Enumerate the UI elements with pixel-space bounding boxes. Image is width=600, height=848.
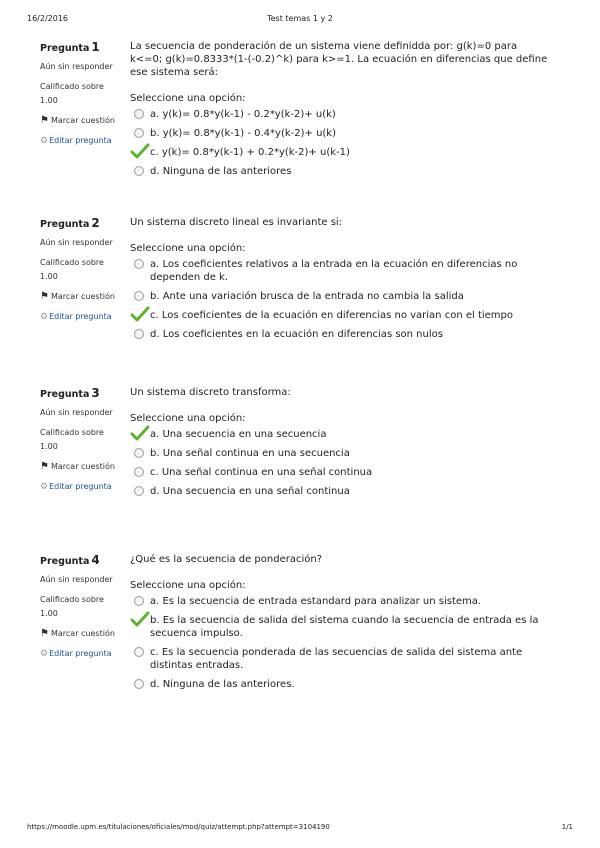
question-text: La secuencia de ponderación de un sistema viene definidda por: g(k)=0 para k<=0; g(k)=0.8333*(1-(-0.2)^k) para k>=1. La ecuación en diferencias que define ese sistema será: xyxy=(130,41,548,78)
radio-icon[interactable] xyxy=(134,166,144,176)
answer-options xyxy=(130,258,550,341)
question-info xyxy=(40,386,122,494)
question-content xyxy=(130,553,550,697)
radio-icon[interactable] xyxy=(134,467,144,477)
radio-icon[interactable] xyxy=(134,448,144,458)
answer-prompt: Seleccione una opción: xyxy=(130,413,246,424)
option-label: b. y(k)= 0.8*y(k-1) - 0.4*y(k-2)+ u(k) xyxy=(150,128,337,139)
question-number xyxy=(40,386,122,402)
question-state: Aún sin responder xyxy=(40,62,113,71)
answer-options xyxy=(130,108,550,178)
option-label: a. Los coeficientes relativos a la entrada en la ecuación en diferencias no dependen de k. xyxy=(150,259,518,283)
print-footer xyxy=(27,823,573,837)
option-label: c. Es la secuencia ponderada de las secuencias de salida del sistema ante distintas entradas. xyxy=(150,647,523,671)
answer-option[interactable] xyxy=(130,328,550,341)
option-label: b. Es la secuencia de salida del sistema cuando la secuencia de entrada es la secuenca impulso. xyxy=(150,615,539,639)
answer-option[interactable] xyxy=(130,146,550,159)
checkmark-icon xyxy=(130,611,150,627)
question-label: Pregunta xyxy=(40,389,90,400)
question-label: Pregunta xyxy=(40,219,90,230)
radio-icon[interactable] xyxy=(134,109,144,119)
radio-icon[interactable] xyxy=(134,647,144,657)
question-label: Pregunta xyxy=(40,556,90,567)
print-header xyxy=(27,14,573,28)
answer-option[interactable] xyxy=(130,614,550,640)
radio-icon[interactable] xyxy=(134,486,144,496)
option-label: c. Una señal continua en una señal continua xyxy=(150,467,373,478)
print-date: 16/2/2016 xyxy=(27,14,69,23)
answer-option[interactable] xyxy=(130,165,550,178)
option-label: d. Una secuencia en una señal continua xyxy=(150,486,350,497)
answer-option[interactable] xyxy=(130,108,550,121)
question-info xyxy=(40,553,122,661)
checkmark-icon xyxy=(130,425,150,441)
flag-question-button[interactable] xyxy=(40,290,122,304)
answer-prompt: Seleccione una opción: xyxy=(130,93,246,104)
gear-icon: ⚙ xyxy=(40,136,49,146)
answer-option[interactable] xyxy=(130,290,550,303)
radio-icon[interactable] xyxy=(134,596,144,606)
question-content xyxy=(130,40,550,184)
question-text: Un sistema discreto lineal es invariante si: xyxy=(130,217,343,228)
flag-icon: ⚑ xyxy=(40,461,49,472)
question-content xyxy=(130,216,550,347)
radio-icon[interactable] xyxy=(134,128,144,138)
answer-option[interactable] xyxy=(130,258,550,284)
edit-label: Editar pregunta xyxy=(49,649,112,658)
answer-option[interactable] xyxy=(130,309,550,322)
flag-icon: ⚑ xyxy=(40,291,49,302)
flag-label: Marcar cuestión xyxy=(50,462,115,471)
question-info xyxy=(40,216,122,324)
gear-icon: ⚙ xyxy=(40,482,49,492)
flag-question-button[interactable] xyxy=(40,460,122,474)
question-content xyxy=(130,386,550,504)
question-grade: Calificado sobre 1.00 xyxy=(40,595,104,618)
question-number xyxy=(40,40,122,56)
answer-options xyxy=(130,595,550,691)
edit-question-link[interactable] xyxy=(40,134,122,148)
option-label: a. y(k)= 0.8*y(k-1) - 0.2*y(k-2)+ u(k) xyxy=(150,109,336,120)
option-label: d. Ninguna de las anteriores xyxy=(150,166,292,177)
question-index: 1 xyxy=(91,40,100,54)
question-state: Aún sin responder xyxy=(40,575,113,584)
answer-prompt: Seleccione una opción: xyxy=(130,580,246,591)
edit-label: Editar pregunta xyxy=(49,482,112,491)
edit-question-link[interactable] xyxy=(40,647,122,661)
question-state: Aún sin responder xyxy=(40,238,113,247)
option-label: d. Ninguna de las anteriores. xyxy=(150,679,295,690)
option-label: d. Los coeficientes en la ecuación en diferencias son nulos xyxy=(150,329,443,340)
gear-icon: ⚙ xyxy=(40,649,49,659)
flag-icon: ⚑ xyxy=(40,115,49,126)
answer-prompt: Seleccione una opción: xyxy=(130,243,246,254)
question-grade: Calificado sobre 1.00 xyxy=(40,82,104,105)
option-label: c. y(k)= 0.8*y(k-1) + 0.2*y(k-2)+ u(k-1) xyxy=(150,147,350,158)
option-label: c. Los coeficientes de la ecuación en diferencias no varian con el tiempo xyxy=(150,310,514,321)
print-title: Test temas 1 y 2 xyxy=(267,14,333,23)
flag-label: Marcar cuestión xyxy=(50,116,115,125)
answer-option[interactable] xyxy=(130,428,550,441)
option-label: b. Ante una variación brusca de la entrada no cambia la salida xyxy=(150,291,464,302)
option-label: a. Una secuencia en una secuencia xyxy=(150,429,327,440)
question-number xyxy=(40,216,122,232)
answer-option[interactable] xyxy=(130,678,550,691)
question-text: Un sistema discreto transforma: xyxy=(130,387,291,398)
question-info xyxy=(40,40,122,148)
radio-icon[interactable] xyxy=(134,259,144,269)
edit-label: Editar pregunta xyxy=(49,136,112,145)
edit-question-link[interactable] xyxy=(40,310,122,324)
checkmark-icon xyxy=(130,306,150,322)
question-text: ¿Qué es la secuencia de ponderación? xyxy=(130,554,323,565)
question-grade: Calificado sobre 1.00 xyxy=(40,428,104,451)
question-index: 2 xyxy=(91,216,100,230)
radio-icon[interactable] xyxy=(134,291,144,301)
question-state: Aún sin responder xyxy=(40,408,113,417)
question-index: 4 xyxy=(91,553,100,567)
print-url: https://moodle.upm.es/titulaciones/oficiales/mod/quiz/attempt.php?attempt=3104190 xyxy=(27,823,330,831)
answer-option[interactable] xyxy=(130,127,550,140)
question-number xyxy=(40,553,122,569)
flag-question-button[interactable] xyxy=(40,627,122,641)
answer-option[interactable] xyxy=(130,595,550,608)
flag-label: Marcar cuestión xyxy=(50,292,115,301)
answer-option[interactable] xyxy=(130,485,550,498)
flag-question-button[interactable] xyxy=(40,114,122,128)
edit-label: Editar pregunta xyxy=(49,312,112,321)
radio-icon[interactable] xyxy=(134,329,144,339)
answer-option[interactable] xyxy=(130,646,550,672)
gear-icon: ⚙ xyxy=(40,312,49,322)
flag-label: Marcar cuestión xyxy=(50,629,115,638)
question-label: Pregunta xyxy=(40,43,90,54)
question-index: 3 xyxy=(91,386,100,400)
radio-icon[interactable] xyxy=(134,679,144,689)
question-grade: Calificado sobre 1.00 xyxy=(40,258,104,281)
edit-question-link[interactable] xyxy=(40,480,122,494)
answer-options xyxy=(130,428,550,498)
page-number: 1/1 xyxy=(561,823,573,831)
option-label: a. Es la secuencia de entrada estandard para analizar un sistema. xyxy=(150,596,482,607)
answer-option[interactable] xyxy=(130,466,550,479)
option-label: b. Una señal continua en una secuencia xyxy=(150,448,350,459)
answer-option[interactable] xyxy=(130,447,550,460)
checkmark-icon xyxy=(130,143,150,159)
flag-icon: ⚑ xyxy=(40,628,49,639)
